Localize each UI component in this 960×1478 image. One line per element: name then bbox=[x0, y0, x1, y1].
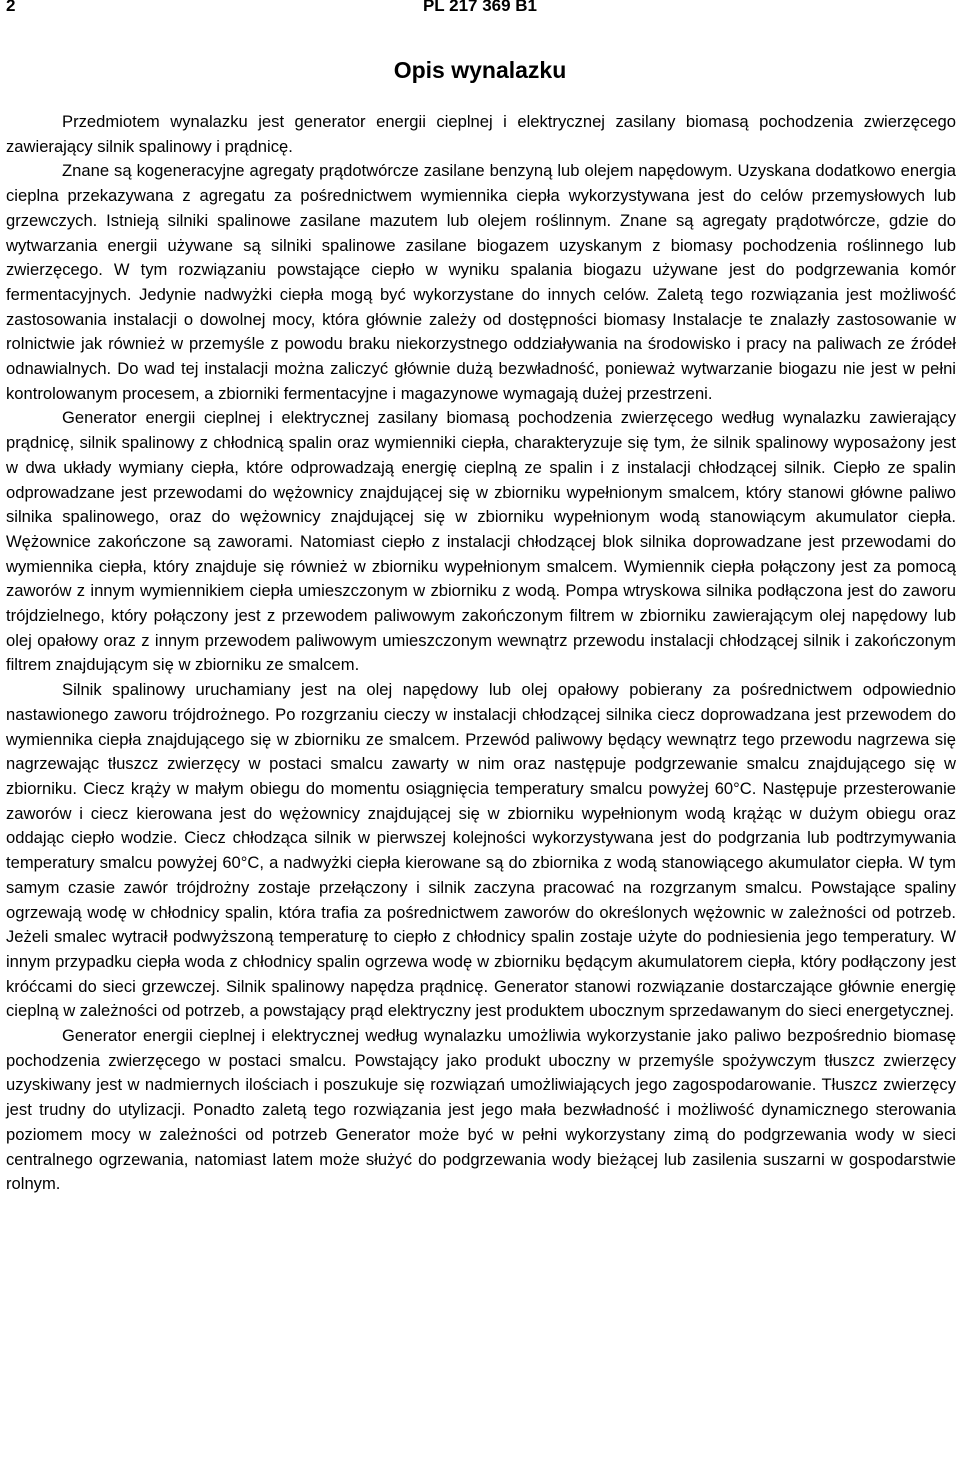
paragraph-prior-art: Znane są kogeneracyjne agregaty prądotwórcze zasilane benzyną lub olejem napędowym. Uzyskana dodatkowo energia cieplna przekazywana z agregatu za pośrednictwem wymiennika ciepła wykorzystywana jest do celów przemysłowych lub grzewczych. Istnieją silniki spalinowe zasilane mazutem lub olejem roślinnym. Znane są agregaty prądotwórcze, gdzie do wytwarzania energii używane są silniki spalinowe zasilane biogazem uzyskanym z biomasy pochodzenia roślinnego lub zwierzęcego. W tym rozwiązaniu powstające ciepło w wyniku spalania biogazu używane jest do podgrzewania komór fermentacyjnych. Jedynie nadwyżki ciepła mogą być wykorzystane do innych celów. Zaletą tego rozwiązania jest możliwość zastosowania instalacji o dowolnej mocy, która głównie zależy od dostępności biomasy Instalacje te znalazły zastosowanie w rolnictwie jak również w przemyśle z powodu braku niekorzystnego oddziaływania na środowisko i pracy na paliwach ze źródeł odnawialnych. Do wad tej instalacji można zaliczyć głównie dużą bezwładność, ponieważ wytwarzanie biogazu nie jest w pełni kontrolowanym procesem, a zbiorniki fermentacyjne i magazynowe wymagają dużej przestrzeni. bbox=[6, 161, 956, 403]
paragraph-advantages: Generator energii cieplnej i elektrycznej według wynalazku umożliwia wykorzystanie jako paliwo bezpośrednio biomasę pochodzenia zwierzęcego w postaci smalcu. Powstający jako produkt uboczny w przemyśle spożywczym tłuszcz zwierzęcy uzyskiwany jest w nadmiernych ilościach i poszukuje się rozwiązań umożliwiających jego zagospodarowanie. Tłuszcz zwierzęcy jest trudny do utylizacji. Ponadto zaletą tego rozwiązania jest jego mała bezwładność i możliwość dynamicznego sterowania poziomem mocy w zależności od potrzeb Generator może być w pełni wykorzystany zimą do podgrzewania wody w sieci centralnego ogrzewania, natomiast latem może służyć do podgrzewania wody bieżącej lub zasilenia suszarni w gospodarstwie rolnym. bbox=[6, 1026, 956, 1194]
document-body bbox=[6, 110, 956, 1197]
patent-number: PL 217 369 B1 bbox=[422, 0, 538, 15]
document-title: Opis wynalazku bbox=[393, 57, 567, 83]
paragraph-invention-description: Generator energii cieplnej i elektrycznej zasilany biomasą pochodzenia zwierzęcego według wynalazku zawierający prądnicę, silnik spalinowy z chłodnicą spalin oraz wymienniki ciepła, charakteryzuje się tym, że silnik spalinowy wyposażony jest w dwa układy wymiany ciepła, które odprowadzają energię cieplną ze spalin i z instalacji chłodzącej silnik. Ciepło ze spalin odprowadzane jest przewodami do wężownicy znajdującej się w zbiorniku wypełnionym smalcem, który stanowi główne paliwo silnika spalinowego, oraz do wężownicy znajdującej się w zbiorniku wypełnionym wodą stanowiącym akumulator ciepła. Wężownice zakończone są zaworami. Natomiast ciepło z instalacji chłodzącej blok silnika doprowadzane jest przewodami do wymiennika ciepła, który znajduje się również w zbiorniku wypełnionym smalcem. Wymiennik ciepła połączony jest za pomocą zaworów z innym wymiennikiem ciepła umieszczonym w zbiorniku z wodą. Pompa wtryskowa silnika podłączona jest do zaworu trójdzielnego, który połączony jest z przewodem paliwowym zakończonym filtrem w zbiorniku zawierającym olej napędowy lub olej opałowy oraz z innym przewodem paliwowym umieszczonym wewnątrz przewodu instalacji chłodzącej silnik i zakończonym filtrem znajdującym się w zbiorniku ze smalcem. bbox=[6, 408, 956, 675]
paragraph-operation: Silnik spalinowy uruchamiany jest na olej napędowy lub olej opałowy pobierany za pośrednictwem odpowiednio nastawionego zaworu trójdrożnego. Po rozgrzaniu cieczy w instalacji chłodzącej silnika ciecz doprowadzana jest przewodem do wymiennika ciepła znajdującego się w zbiorniku ze smalcem. Przewód paliwowy będący wewnątrz tego przewodu nagrzewa się nagrzewając tłuszcz zwierzęcy w postaci smalcu zawarty w nim oraz następuje podgrzewanie smalcu znajdującego się w zbiorniku. Ciecz krąży w małym obiegu do momentu osiągnięcia temperatury smalcu powyżej 60°C. Następuje przesterowanie zaworów i ciecz kierowana jest do wężownicy znajdującej się w zbiorniku wypełnionym wodą krążąc w dużym obiegu oraz oddając ciepło wodzie. Ciecz chłodząca silnik w pierwszej kolejności wykorzystywana jest do podgrzania lub podtrzymywania temperatury smalcu powyżej 60°C, a nadwyżki ciepła kierowane są do zbiornika z wodą stanowiącego akumulator ciepła. W tym samym czasie zawór trójdrożny zostaje przełączony i silnik zaczyna pracować na rozgrzanym smalcu. Powstające spaliny ogrzewają wodę w chłodnicy spalin, która trafia za pośrednictwem zaworów do określonych wężownic w zależności od potrzeb. Jeżeli smalec wytracił podwyższoną temperaturę to ciepło z chłodnicy spalin zostaje użyte do podniesienia jego temperatury. W innym przypadku ciepła woda z chłodnicy spalin ogrzewa wodę w zbiorniku będącym akumulatorem ciepła, który podłączony jest króćcami do sieci grzewczej. Silnik spalinowy napędza prądnicę. Generator stanowi rozwiązanie dostarczające głównie energię cieplną w zależności od potrzeb, a powstający prąd elektryczny jest produktem ubocznym sprzedawanym do sieci energetycznej. bbox=[6, 680, 956, 1021]
paragraph-subject: Przedmiotem wynalazku jest generator energii cieplnej i elektrycznej zasilany biomasą pochodzenia zwierzęcego zawierający silnik spalinowy i prądnicę. bbox=[6, 112, 956, 156]
page-header bbox=[6, 0, 954, 22]
page-number: 2 bbox=[6, 0, 16, 15]
